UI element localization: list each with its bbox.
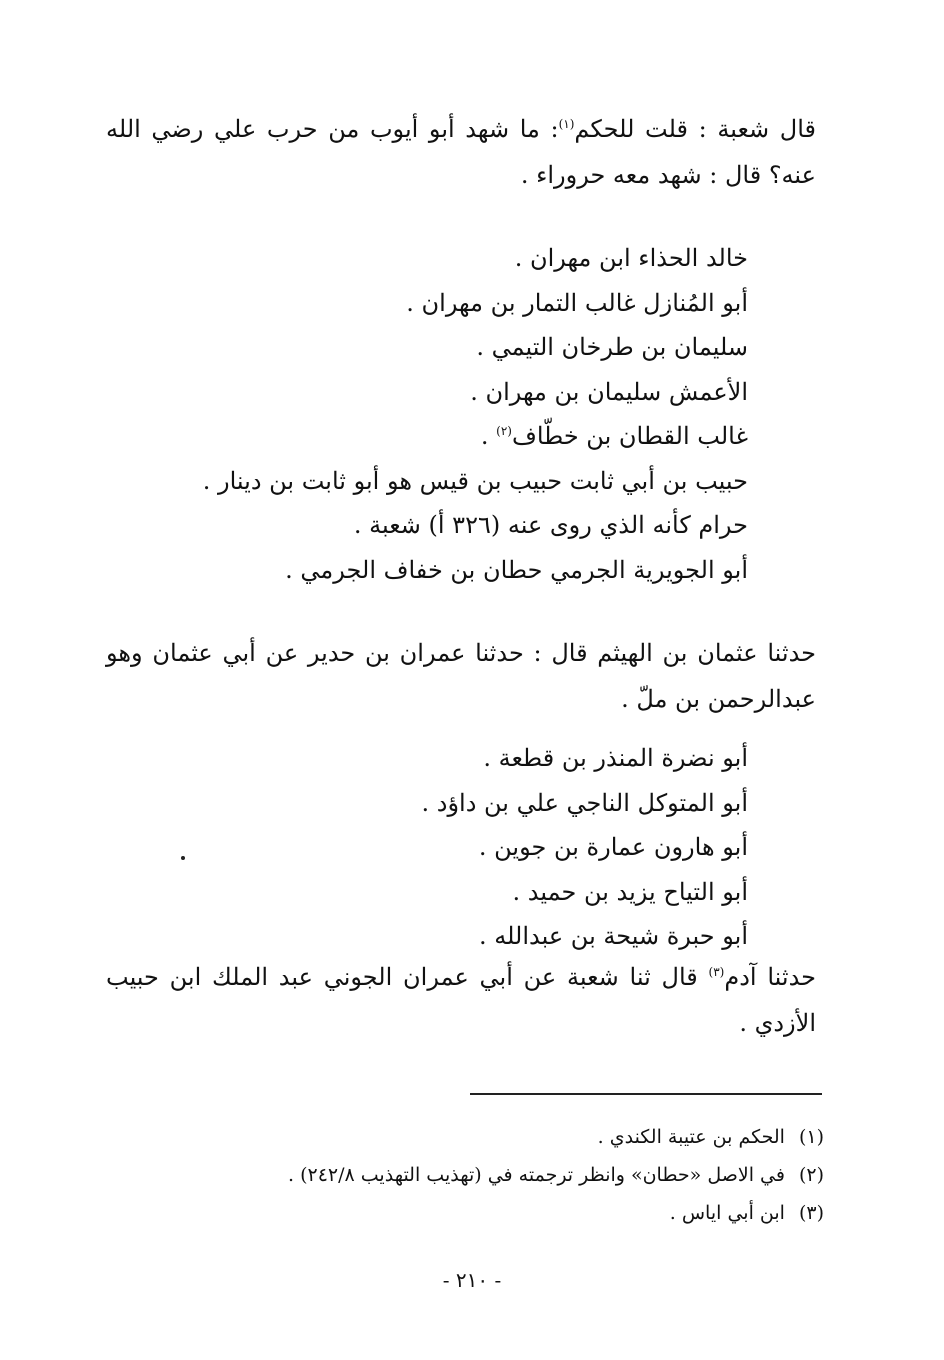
footnote-1 <box>124 1118 824 1156</box>
list-item-text: غالب القطان بن خطّاف <box>511 422 748 450</box>
scan-speck <box>181 856 185 860</box>
paragraph-uthman <box>106 630 816 722</box>
footnote-ref-3: (٣) <box>708 965 725 979</box>
footnote-number: (٣) <box>798 1202 824 1224</box>
footnote-ref-2: (٢) <box>496 424 512 438</box>
paragraph-adam <box>106 954 816 1046</box>
list-item: أبو التياح يزيد بن حميد . <box>512 877 748 906</box>
list-item: أبو المتوكل الناجي علي بن داؤد . <box>421 788 748 817</box>
footnote-divider <box>470 1093 822 1095</box>
paragraph-text: : ما شهد أبو أيوب من حرب علي رضي الله عنه؟ قال : شهد معه حروراء . <box>106 115 816 189</box>
list-item: أبو هارون عمارة بن جوين . <box>478 833 748 861</box>
footnote-2 <box>124 1156 824 1194</box>
paragraph-shuba-question <box>106 106 816 198</box>
footnote-text: ابن أبي اياس . <box>669 1202 785 1224</box>
footnote-number: (١) <box>798 1126 824 1148</box>
list-item: سليمان بن طرخان التيمي . <box>476 333 748 361</box>
list-item: أبو نضرة المنذر بن قطعة . <box>483 744 748 772</box>
footnote-3 <box>124 1194 824 1232</box>
footnote-text: الحكم بن عتيبة الكندي . <box>597 1126 785 1148</box>
paragraph-text: حدثنا آدم <box>724 963 817 991</box>
paragraph-text: قال ثنا شعبة عن أبي عمران الجوني عبد الملك ابن حبيب الأزدي . <box>106 963 816 1037</box>
list-item: خالد الحذاء ابن مهران . <box>514 244 748 272</box>
list-item-end: . <box>480 422 497 450</box>
list-item: أبو الجويرية الجرمي حطان بن خفاف الجرمي . <box>285 555 748 584</box>
list-item: الأعمش سليمان بن مهران . <box>470 377 748 406</box>
narrator-list-1 <box>108 236 748 592</box>
list-item: حبيب بن أبي ثابت حبيب بن قيس هو أبو ثابت بن دينار . <box>202 466 748 495</box>
footnote-number: (٢) <box>798 1164 824 1186</box>
list-item: أبو حبرة شيحة بن عبدالله . <box>478 922 748 950</box>
narrator-list-2 <box>108 736 748 959</box>
list-item: أبو المُنازل غالب التمار بن مهران . <box>406 288 748 317</box>
list-item: حرام كأنه الذي روى عنه (٣٢٦ أ) شعبة . <box>353 511 748 539</box>
page-number: - ٢١٠ - <box>442 1268 502 1292</box>
footnote-ref-1: (١) <box>558 117 575 131</box>
footnotes <box>124 1118 824 1232</box>
footnote-text: في الاصل «حطان» وانظر ترجمته في (تهذيب التهذيب ٢٤٢/٨) . <box>288 1164 785 1186</box>
list-item <box>108 414 748 459</box>
paragraph-text: قال شعبة : قلت للحكم <box>574 115 816 143</box>
paragraph-text: حدثنا عثمان بن الهيثم قال : حدثنا عمران بن حدير عن أبي عثمان وهو عبدالرحمن بن ملّ . <box>106 639 816 713</box>
